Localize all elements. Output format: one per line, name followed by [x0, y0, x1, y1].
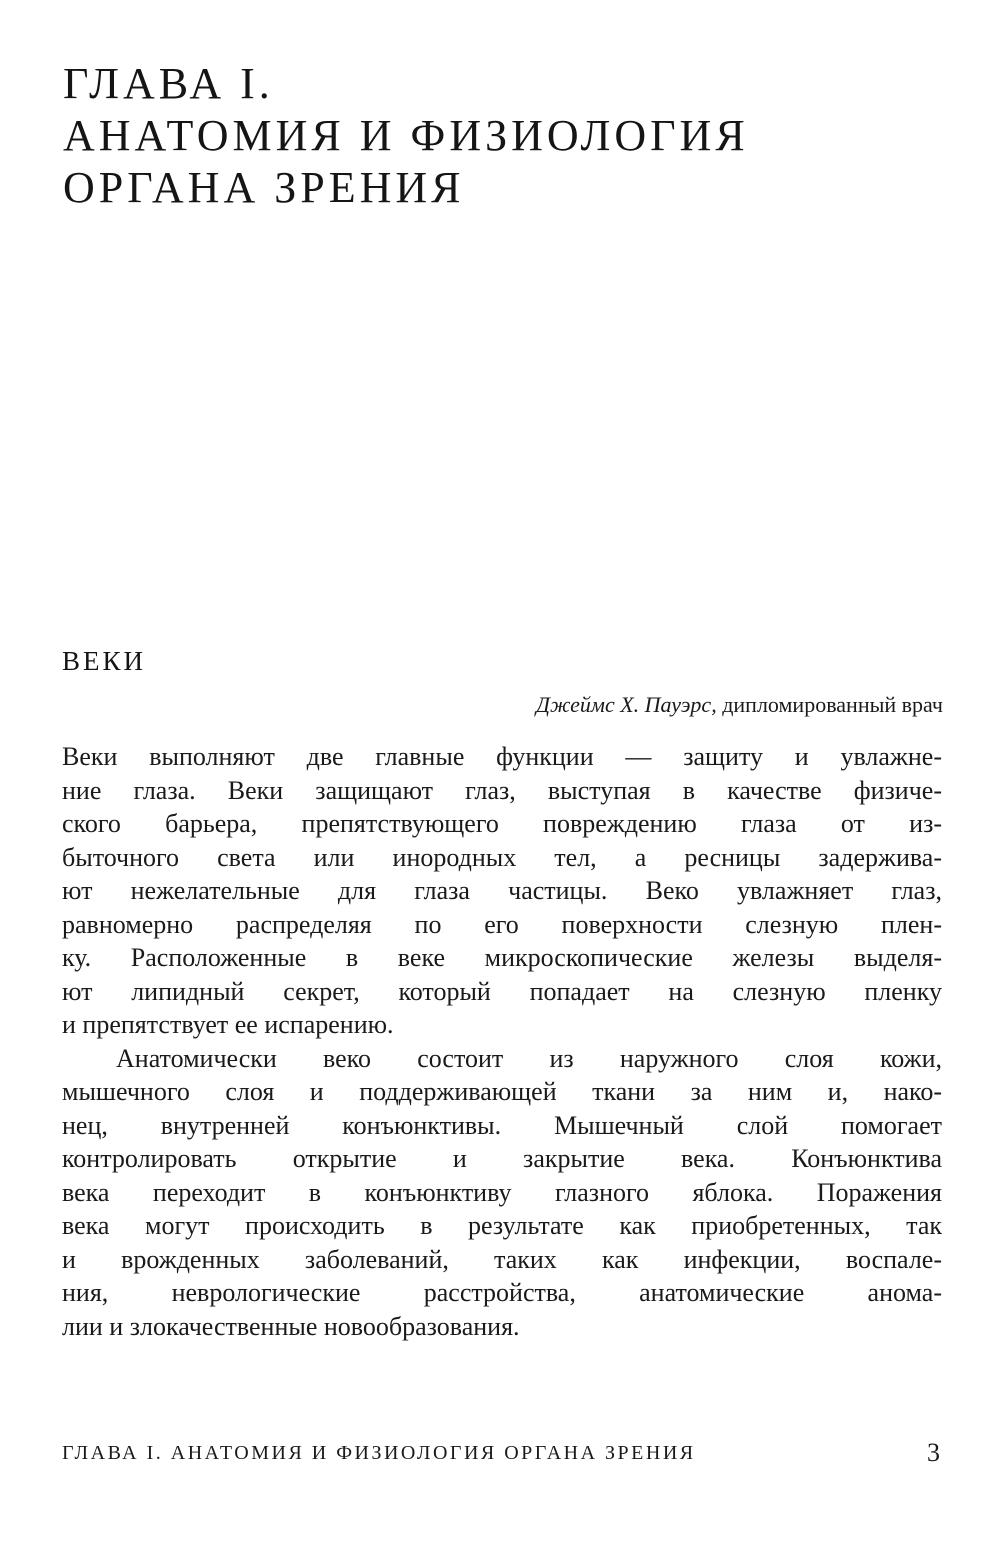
- body-line: нец, внутренней конъюнктивы. Мышечный слой помогает: [62, 1110, 942, 1140]
- body-line: ние глаза. Веки защищают глаз, выступая в качестве физиче-: [62, 775, 942, 805]
- body-line: равномерно распределяя по его поверхности слезную плен-: [62, 909, 942, 939]
- author-credit: [536, 692, 943, 718]
- author-name: Джеймс Х. Пауэрс,: [535, 692, 717, 717]
- body-line: ку. Расположенные в веке микроскопические железы выделя-: [62, 943, 942, 972]
- chapter-title: [63, 58, 943, 214]
- body-text: [62, 740, 942, 1343]
- section-heading: ВЕКИ: [62, 646, 147, 676]
- page-number: 3: [927, 1438, 940, 1467]
- body-line: и препятствует ее испарению.: [62, 1010, 394, 1039]
- chapter-title-line: ГЛАВА I.: [63, 59, 274, 108]
- body-line: контролировать открытие и закрытие века. Конъюнктива: [62, 1144, 942, 1173]
- chapter-title-line: ОРГАНА ЗРЕНИЯ: [63, 163, 465, 212]
- body-line: века переходит в конъюнктиву глазного яблока. Поражения: [62, 1177, 942, 1207]
- body-line: века могут происходить в результате как приобретенных, так: [62, 1211, 942, 1240]
- body-line: лии и злокачественные новообразования.: [62, 1311, 520, 1341]
- body-line: Веки выполняют две главные функции — защиту и увлажне-: [62, 742, 942, 771]
- body-line: и врожденных заболеваний, таких как инфекции, воспале-: [62, 1244, 942, 1274]
- body-line: мышечного слоя и поддерживающей ткани за ним и, нако-: [62, 1077, 942, 1106]
- running-footer: ГЛАВА I. АНАТОМИЯ И ФИЗИОЛОГИЯ ОРГАНА ЗРЕНИЯ: [62, 1442, 696, 1464]
- body-line: ют липидный секрет, который попадает на слезную пленку: [62, 976, 942, 1006]
- body-line: Анатомически веко состоит из наружного слоя кожи,: [116, 1043, 942, 1073]
- body-line: быточного света или инородных тел, а ресницы задержива-: [62, 842, 942, 872]
- body-line: ют нежелательные для глаза частицы. Веко увлажняет глаз,: [62, 876, 942, 905]
- author-role: дипломированный врач: [716, 692, 943, 717]
- chapter-title-line: АНАТОМИЯ И ФИЗИОЛОГИЯ: [63, 111, 749, 160]
- body-line: ния, неврологические расстройства, анатомические анома-: [62, 1278, 942, 1307]
- body-line: ского барьера, препятствующего повреждению глаза от из-: [62, 809, 942, 838]
